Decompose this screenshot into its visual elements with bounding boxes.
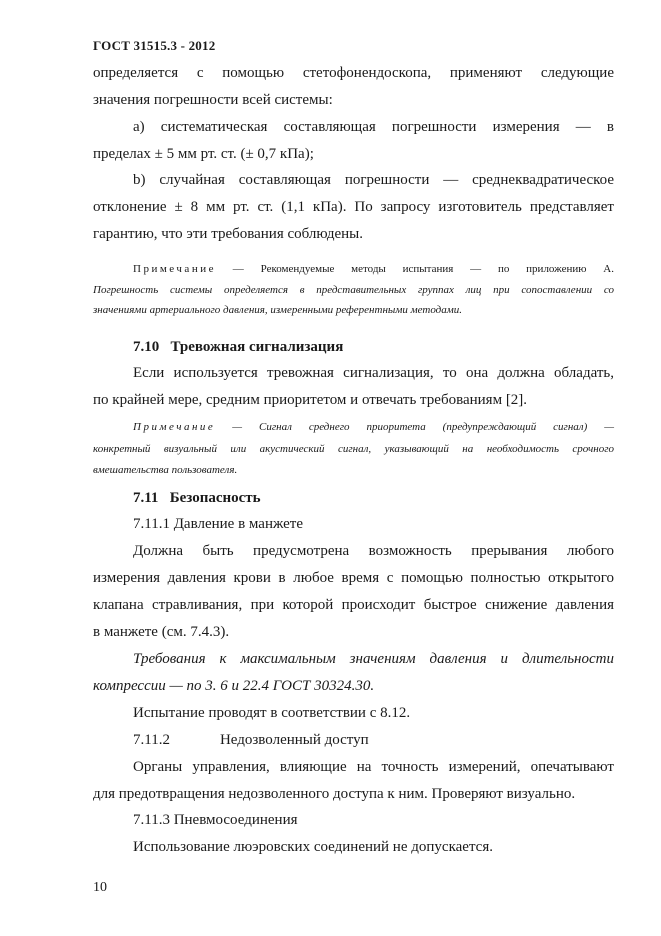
requirements-line-2: компрессии — по 3. 6 и 22.4 ГОСТ 30324.30. [93, 678, 375, 694]
p2-line-1: Органы управления, влияющие на точность измерений, опечатывают [133, 759, 614, 775]
page-number: 10 [93, 880, 107, 895]
note-1-line-3: значениями артериального давления, измеренными референтными методами. [93, 304, 463, 316]
item-a-line-2: пределах ± 5 мм рт. ст. (± 0,7 кПа); [93, 146, 314, 162]
subsection-7-11-2-number: 7.11.2 [133, 732, 170, 748]
note-1-line-1 [133, 261, 614, 277]
item-b-line-3: гарантию, что эти требования соблюдены. [93, 226, 363, 242]
subsection-7-11-2-title: Недозволенный доступ [219, 732, 369, 748]
note-1-label: Примечание [133, 263, 216, 275]
note-1-line-2: Погрешность системы определяется в представительных группах лиц при сопоставлении со [93, 284, 614, 296]
p1-line-1: Должна быть предусмотрена возможность прерывания любого [133, 543, 614, 559]
section-7-11-title: Безопасность [169, 490, 261, 506]
subsection-7-11-3-heading: 7.11.3 Пневмосоединения [133, 812, 298, 828]
intro-line-1: определяется с помощью стетофонендоскопа, применяют следующие [93, 65, 614, 81]
section-7-10-number: 7.10 [133, 339, 160, 355]
p1-line-4: в манжете (см. 7.4.3). [93, 624, 230, 640]
subsection-7-11-2-heading [133, 730, 614, 750]
requirements-line-1: Требования к максимальным значениям давления и длительности [133, 651, 614, 667]
test-line: Испытание проводят в соответствии с 8.12. [133, 705, 411, 721]
note-2-label: Примечание [133, 421, 216, 433]
note-1-text: — Рекомендуемые методы испытания — по приложению А. [215, 263, 614, 275]
p2-line-2: для предотвращения недозволенного доступа к ним. Проверяют визуально. [93, 786, 576, 802]
note-2-line-2: конкретный визуальный или акустический сигнал, указывающий на необходимость срочного [93, 443, 614, 455]
p1-line-2: измерения давления крови в любое время с помощью полностью открытого [93, 570, 614, 586]
section-7-11-number: 7.11 [133, 490, 159, 506]
section-7-10-heading [133, 337, 343, 357]
note-2-text: — Сигнал среднего приоритета (предупреждающий сигнал) — [215, 421, 614, 433]
p3-line-1: Использование люэровских соединений не допускается. [133, 839, 493, 855]
subsection-7-11-1-heading: 7.11.1 Давление в манжете [133, 516, 304, 532]
section-7-10-line-2: по крайней мере, средним приоритетом и отвечать требованиям [2]. [93, 392, 528, 408]
section-7-10-title: Тревожная сигнализация [170, 339, 344, 355]
intro-line-2: значения погрешности всей системы: [93, 92, 333, 108]
document-header: ГОСТ 31515.3 - 2012 [93, 38, 216, 53]
item-b-line-2: отклонение ± 8 мм рт. ст. (1,1 кПа). По запросу изготовитель представляет [93, 199, 614, 215]
note-2-line-3: вмешательства пользователя. [93, 464, 238, 476]
p1-line-3: клапана стравливания, при которой происходит быстрое снижение давления [93, 597, 614, 613]
note-2-line-1 [133, 419, 614, 435]
section-7-10-line-1: Если используется тревожная сигнализация, то она должна обладать, [133, 365, 614, 381]
item-a-line-1: а) систематическая составляющая погрешности измерения — в [133, 119, 614, 135]
section-7-11-heading [133, 488, 261, 508]
item-b-line-1: b) случайная составляющая погрешности — среднеквадратическое [133, 172, 614, 188]
